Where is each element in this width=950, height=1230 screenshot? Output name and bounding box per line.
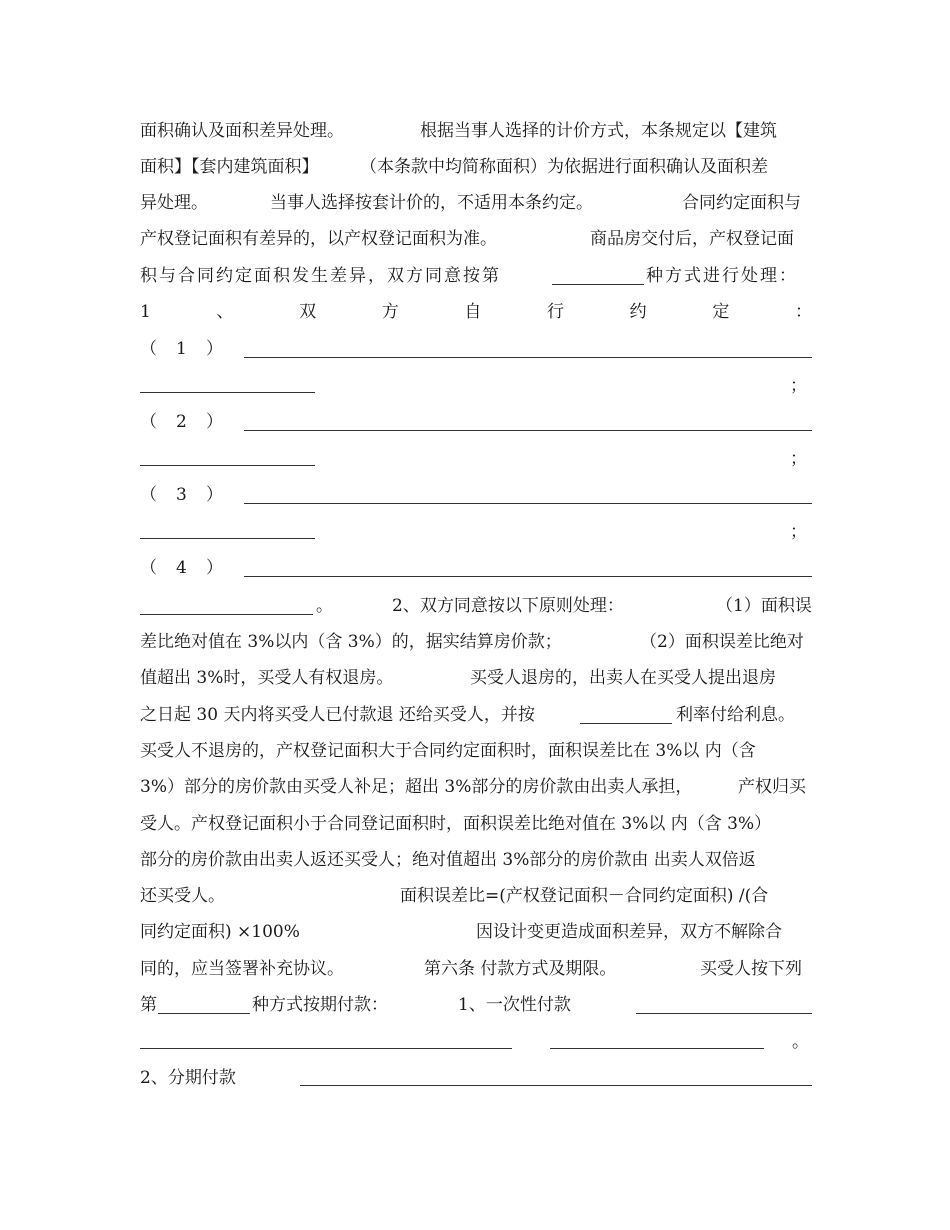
blank-line (300, 1085, 812, 1086)
blank-line (244, 430, 812, 431)
text-fragment: 异处理。 (140, 193, 208, 213)
text-fragment: ） (206, 485, 223, 505)
blank-line (244, 576, 812, 577)
blank-line (244, 357, 812, 358)
text-fragment: 定 (712, 302, 730, 322)
text-fragment: 同的，应当签署补充协议。 (140, 959, 344, 979)
text-fragment: 3%）部分的房价款由买受人补足；超出 3%部分的房价款由出卖人承担， (140, 777, 693, 797)
text-fragment: 。 (792, 1032, 809, 1052)
text-fragment: 因设计变更造成面积差异，双方不解除合 (476, 922, 782, 942)
text-fragment: 1 (140, 302, 151, 322)
text-fragment: 、 (216, 302, 234, 322)
text-fragment: 2 (176, 412, 187, 432)
text-line (140, 258, 812, 294)
text-fragment: 行 (547, 302, 565, 322)
text-fragment: ） (206, 558, 223, 578)
text-fragment: （ (140, 412, 157, 432)
text-fragment: 。 (316, 596, 333, 616)
text-fragment: （2）面积误差比绝对 (640, 632, 804, 652)
text-line (140, 588, 812, 624)
text-fragment: 买受人退房的，出卖人在买受人提出退房 (470, 668, 776, 688)
blank-line (636, 1013, 812, 1014)
text-fragment: 自 (464, 302, 482, 322)
text-fragment: 合同约定面积与 (682, 193, 801, 213)
text-fragment: 受人。产权登记面积小于合同登记面积时，面积误差比绝对值在 3%以 内（含 3%） (140, 814, 772, 834)
blank-line (158, 995, 250, 1014)
list-item (140, 404, 812, 440)
text-line (140, 660, 812, 696)
text-fragment: 种方式按期付款： (252, 995, 388, 1015)
text-line (140, 294, 812, 330)
text-fragment: 双 (299, 302, 317, 322)
spread-line (140, 294, 812, 330)
text-fragment: （ (140, 558, 157, 578)
text-line (140, 806, 812, 842)
blank-line (552, 266, 644, 285)
text-fragment: ： (794, 302, 812, 322)
text-line (140, 733, 812, 769)
text-fragment: 值超出 3%时，买受人有权退房。 (140, 668, 394, 688)
text-fragment: 差比绝对值在 3%以内（含 3%）的，据实结算房价款； (140, 632, 562, 652)
blank-line (244, 503, 812, 504)
text-fragment: 第 (140, 995, 157, 1015)
text-line (140, 149, 812, 185)
text-line (140, 951, 812, 987)
list-item (140, 477, 812, 513)
text-line (140, 914, 812, 950)
text-line (140, 842, 812, 878)
text-fragment: 还买受人。 (140, 886, 225, 906)
text-fragment: 方 (381, 302, 399, 322)
text-line (140, 769, 812, 805)
list-item (140, 550, 812, 586)
text-line (140, 185, 812, 221)
text-fragment: 2、双方同意按以下原则处理： (392, 596, 624, 616)
text-fragment: 产权归买 (738, 777, 806, 797)
text-fragment: ； (790, 522, 807, 542)
text-line (140, 1060, 812, 1096)
list-item (140, 331, 812, 367)
text-line (140, 368, 812, 404)
text-fragment: 约 (629, 302, 647, 322)
text-fragment: 之日起 30 天内将买受人已付款退 还给买受人，并按 (140, 705, 535, 725)
text-line (140, 441, 812, 477)
text-fragment: 买受人不退房的，产权登记面积大于合同约定面积时，面积误差比在 3%以 内（含 (140, 741, 756, 761)
text-fragment: 利率付给利息。 (676, 705, 795, 725)
text-fragment: 商品房交付后，产权登记面 (590, 229, 794, 249)
text-fragment: （ (140, 485, 157, 505)
text-fragment: ） (206, 412, 223, 432)
text-fragment: 面积】【套内建筑面积】 (140, 157, 319, 177)
blank-line (140, 596, 313, 615)
text-fragment: （1）面积误 (716, 596, 812, 616)
text-fragment: 根据当事人选择的计价方式，本条规定以【建筑 (420, 121, 777, 141)
text-line (140, 113, 812, 149)
text-fragment: 4 (176, 558, 187, 578)
text-line (140, 221, 812, 257)
text-fragment: ； (790, 449, 807, 469)
text-line (140, 987, 812, 1023)
text-fragment: 积与合同约定面积发生差异，双方同意按第 (140, 266, 501, 286)
text-fragment: 面积误差比=(产权登记面积－合同约定面积) /(合 (400, 886, 769, 906)
text-fragment: 3 (176, 485, 187, 505)
text-fragment: 同约定面积) ×100% (140, 922, 300, 942)
text-fragment: 第六条 付款方式及期限。 (424, 959, 617, 979)
text-fragment: ； (790, 376, 807, 396)
text-fragment: ） (206, 339, 223, 359)
text-fragment: 2、分期付款 (140, 1068, 236, 1088)
text-fragment: （本条款中均简称面积）为依据进行面积确认及面积差 (360, 157, 768, 177)
text-fragment: 买受人按下列 (700, 959, 802, 979)
text-fragment: 种方式进行处理： (646, 266, 798, 286)
text-fragment: 面积确认及面积差异处理。 (140, 121, 344, 141)
text-line (140, 624, 812, 660)
text-fragment: （ (140, 339, 157, 359)
text-line (140, 514, 812, 550)
text-line (140, 878, 812, 914)
text-fragment: 部分的房价款由出卖人返还买受人；绝对值超出 3%部分的房价款由 出卖人双倍返 (140, 850, 756, 870)
text-fragment: 1、一次性付款 (458, 995, 571, 1015)
blank-line (580, 705, 672, 724)
text-fragment: 当事人选择按套计价的，不适用本条约定。 (270, 193, 593, 213)
text-fragment: 1 (176, 339, 187, 359)
text-line (140, 697, 812, 733)
text-line (140, 1024, 812, 1060)
text-fragment: 产权登记面积有差异的，以产权登记面积为准。 (140, 229, 497, 249)
